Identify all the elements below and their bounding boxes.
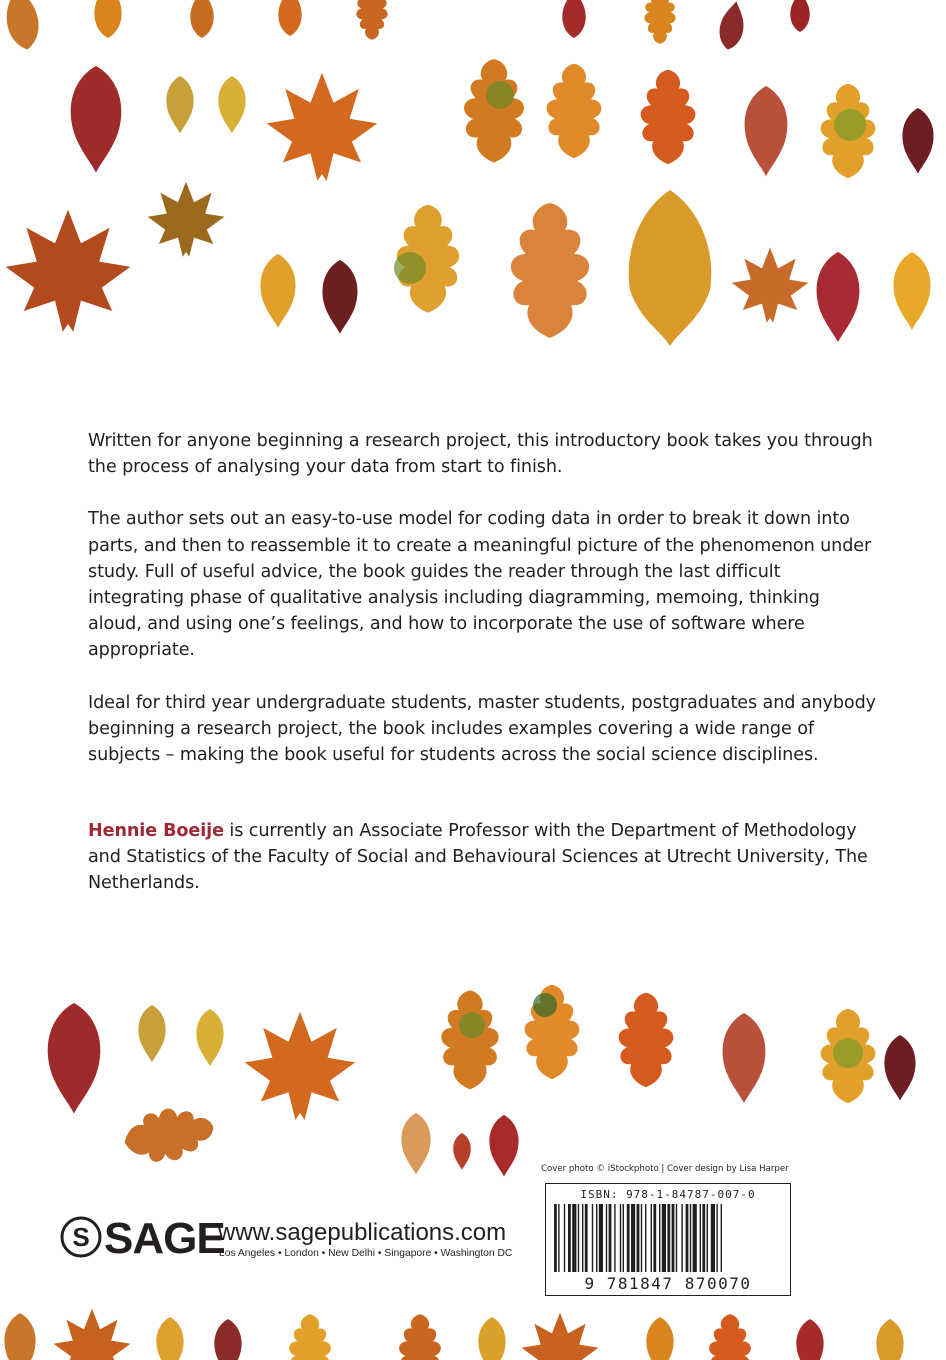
barcode-digits: 9 781847 870070	[584, 1274, 752, 1293]
cover-credits: Cover photo © iStockphoto | Cover design by Lisa Harper	[541, 1164, 789, 1174]
sage-logo-icon	[60, 1216, 102, 1258]
blurb-paragraph-3: Ideal for third year undergraduate students, master students, postgraduates and anybody beginning a research project, the book includes examples covering a wide range of subjects – making the book useful for students across the social science disciplines.	[88, 692, 876, 766]
author-bio	[88, 818, 878, 897]
isbn-label: ISBN: 978-1-84787-007-0	[580, 1188, 756, 1201]
blurb-paragraph-2: The author sets out an easy-to-use model for coding data in order to break it down into parts, and then to reassemble it to create a meaningful picture of the phenomenon under study. Full of useful advice, the book guides the reader through the last difficult integrating phase of qualitative analysis including diagramming, memoing, thinking aloud, and using one’s feelings, and how to incorporate the use of software where appropriate.	[88, 509, 872, 661]
publisher-url: www.sagepublications.com	[218, 1219, 507, 1246]
autumn-leaves-bottom	[0, 975, 946, 1360]
svg-text:S: S	[72, 1222, 90, 1252]
sage-wordmark: SAGE	[104, 1214, 225, 1263]
autumn-leaves-top	[0, 0, 946, 380]
blurb-paragraph-1: Written for anyone beginning a research project, this introductory book takes you through the process of analysing your data from start to finish.	[88, 431, 873, 478]
book-description	[88, 428, 878, 794]
author-bio-text: is currently an Associate Professor with the Department of Methodology and Statistics of the Faculty of Social and Behavioural Sciences at Utrecht University, The Netherlands.	[88, 821, 868, 894]
isbn-barcode	[545, 1183, 791, 1296]
publisher-cities: Los Angeles • London • New Delhi • Singapore • Washington DC	[219, 1248, 513, 1259]
barcode-bars	[554, 1204, 782, 1272]
author-name: Hennie Boeije	[88, 821, 224, 841]
